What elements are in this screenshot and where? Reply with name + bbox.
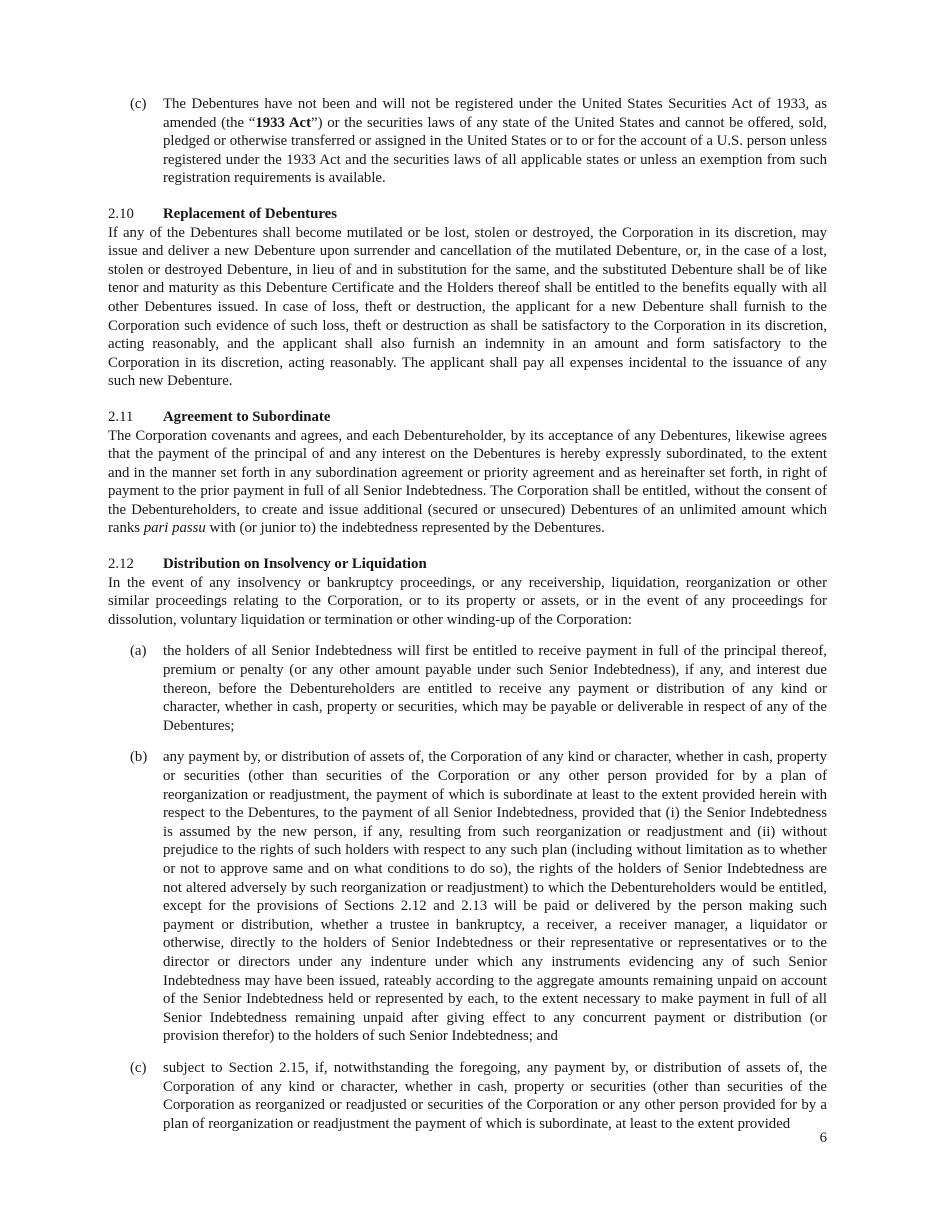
list-item-a	[108, 642, 827, 735]
defined-term-1933-act: 1933 Act	[255, 114, 312, 131]
section-heading-2-11	[108, 408, 827, 427]
list-label-b: (b)	[130, 749, 148, 766]
section-heading-2-10	[108, 205, 827, 224]
page-number: 6	[819, 1130, 827, 1146]
list-item-c	[108, 1059, 827, 1133]
paragraph-registration-text	[163, 95, 827, 188]
section-number-2-12: 2.12	[108, 556, 134, 573]
subordinate-text-part1: The Corporation covenants and agrees, and each Debentureholder, by its acceptance of any Debentures, likewise agrees that the payment of the principal of and any interest on the Debentures is hereby expressly subordinated, to the extent and in the manner set forth in any subordination agreement or priority agreement and as hereinafter set forth, in right of payment to the prior payment in full of all Senior Indebtedness. The Corporation shall be entitled, without the consent of the Debentureholders, to create and issue additional (secured or unsecured) Debentures of an unlimited amount which ranks	[108, 427, 827, 537]
list-label-c: (c)	[130, 96, 147, 112]
list-item-a-text: the holders of all Senior Indebtedness will first be entitled to receive payment in full of the principal thereof, premium or penalty (or any other amount payable under such Senior Indebtedness), if any, and interest due thereon, before the Debentureholders are entitled to receive any payment or distribution of any kind or character, whether in cash, property or securities, which may be payable or deliverable in respect of any of the Debentures;	[163, 643, 827, 734]
latin-term-pari-passu: pari passu	[143, 520, 206, 537]
section-number-2-10: 2.10	[108, 205, 134, 222]
registration-text-part1: The Debentures have not been and will not be registered under the United States Securities Act of 1933, as amended (the “	[163, 96, 827, 131]
paragraph-2-10-body: If any of the Debentures shall become mutilated or be lost, stolen or destroyed, the Corporation in its discretion, may issue and deliver a new Debenture upon surrender and cancellation of the mutilated Debenture, or, in the case of a lost, stolen or destroyed Debenture, in lieu of and in substitution for the same, and the substituted Debenture shall be of like tenor and maturity as this Debenture Certificate and the Holders thereof shall be entitled to the benefits equally with all other Debentures issued. In case of loss, theft or destruction, the applicant for a new Debenture shall furnish to the Corporation such evidence of such loss, theft or destruction as shall be satisfactory to the Corporation in its discretion, acting reasonably, and the applicant shall also furnish an indemnity in an amount and form satisfactory to the Corporation in its discretion, acting reasonably. The applicant shall pay all expenses incidental to the issuance of any such new Debenture.	[108, 224, 827, 390]
list-item-b-text: any payment by, or distribution of assets of, the Corporation of any kind or character, whether in cash, property or securities (other than securities of the Corporation or any other person provided for by a plan of reorganization or readjustment, the payment of which is subordinate at least to the extent provided herein with respect to the Debentures, to the payment of all Senior Indebtedness, provided that (i) the Senior Indebtedness is assumed by the new person, if any, resulting from such reorganization or readjustment and (ii) without prejudice to the rights of such holders with respect to any such plan (including without limitation as to whether or not to approve same and on what conditions to do so), the rights of the holders of Senior Indebtedness are not altered adversely by such reorganization or readjustment) to which the Debentureholders would be entitled, except for the provisions of Sections 2.12 and 2.13 will be paid or delivered by the person making such payment or distribution, whether a trustee in bankruptcy, a receiver, a receiver manager, a liquidator or otherwise, directly to the holders of Senior Indebtedness or their representative or representatives or to the director or directors under any indenture under which any instruments evidencing any of such Senior Indebtedness may have been issued, rateably according to the aggregate amounts remaining unpaid on account of the Senior Indebtedness held or represented by each, to the extent necessary to make payment in full of all Senior Indebtedness remaining unpaid after giving effect to any concurrent payment or distribution (or provision therefor) to the holders of such Senior Indebtedness; and	[163, 749, 827, 1045]
section-number-2-11: 2.11	[108, 408, 134, 425]
registration-text-part2: ”) or the securities laws of any state of the United States and cannot be offered, sold, pledged or otherwise transferred or assigned in the United States or to or for the account of a U.S. person unless registered under the 1933 Act and the securities laws of all applicable states or unless an exemption from such registration requirements is available.	[163, 114, 827, 187]
list-label-c-bottom: (c)	[130, 1059, 147, 1076]
list-label-a: (a)	[130, 643, 147, 660]
page-footer	[108, 1129, 827, 1148]
section-title-2-10: Replacement of Debentures	[163, 205, 337, 222]
section-heading-2-12	[108, 555, 827, 574]
section-title-2-11: Agreement to Subordinate	[163, 408, 331, 425]
paragraph-2-11-body	[108, 427, 827, 539]
subordinate-text-part2: with (or junior to) the indebtedness represented by the Debentures.	[205, 520, 605, 537]
document-content	[108, 95, 827, 1133]
paragraph-registration-clause	[108, 95, 827, 188]
section-title-2-12: Distribution on Insolvency or Liquidation	[163, 556, 427, 573]
paragraph-2-12-intro: In the event of any insolvency or bankruptcy proceedings, or any receivership, liquidation, reorganization or other similar proceedings relating to the Corporation, or to its property or assets, or in the event of any proceedings for dissolution, voluntary liquidation or termination or other winding-up of the Corporation:	[108, 574, 827, 628]
list-item-b	[108, 748, 827, 1046]
list-item-c-text: subject to Section 2.15, if, notwithstanding the foregoing, any payment by, or distribution of assets of, the Corporation of any kind or character, whether in cash, property or securities (other than securities of the Corporation as reorganized or readjusted or securities of the Corporation or any other person provided for by a plan of reorganization or readjustment the payment of which is subordinate, at least to the extent provided	[163, 1059, 827, 1132]
